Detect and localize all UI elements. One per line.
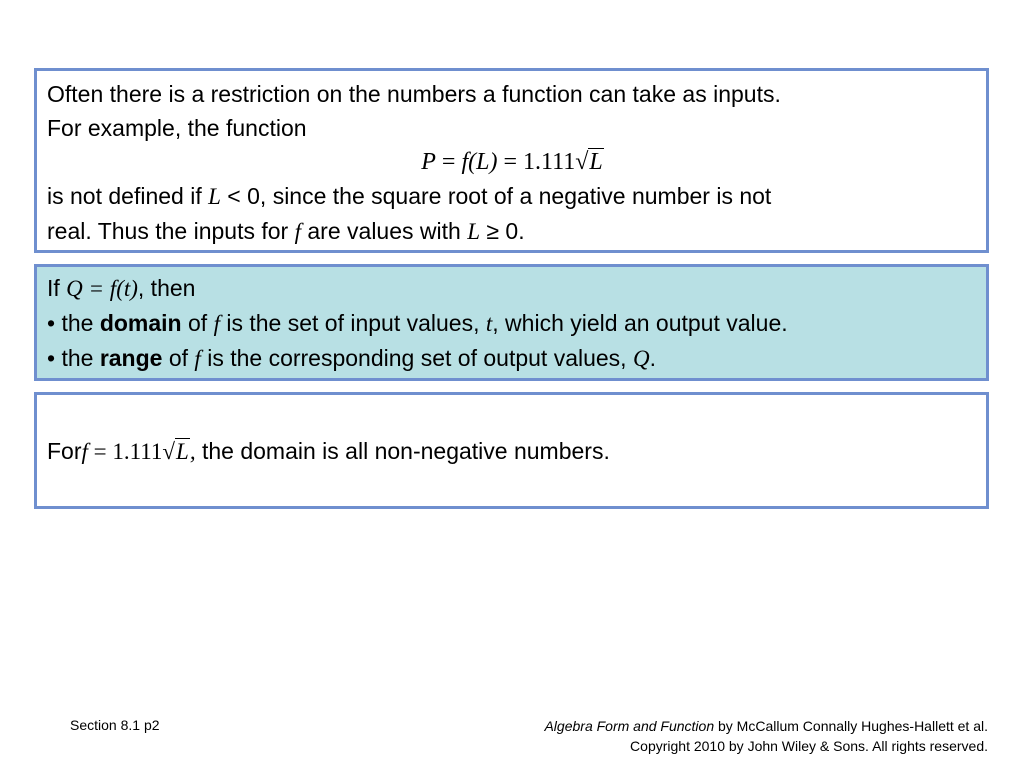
domain-definition	[47, 306, 976, 341]
domain-term: domain	[99, 310, 182, 336]
square-root-symbol	[575, 145, 604, 179]
text-segment: real. Thus the inputs for	[47, 218, 295, 244]
text-segment: • the	[47, 345, 100, 371]
domain-example-box	[34, 392, 989, 509]
equation-eq1: =	[435, 149, 462, 175]
text-segment: of	[162, 345, 195, 371]
book-title: Algebra Form and Function	[544, 718, 715, 734]
intro-text-line-2: For example, the function	[47, 115, 307, 141]
copyright-footer	[544, 716, 988, 756]
equation-coefficient: 1.111	[523, 149, 576, 175]
variable-L: L	[467, 219, 480, 244]
radicand: L	[176, 439, 189, 464]
intro-text-line-1: Often there is a restriction on the numbers a function can take as inputs.	[47, 81, 781, 107]
restriction-example-box	[34, 68, 989, 253]
definition-box	[34, 264, 989, 381]
comma: ,	[189, 439, 196, 464]
text-segment: of	[181, 310, 214, 336]
restriction-text-line-4	[47, 214, 976, 249]
restriction-text-line-3	[47, 179, 976, 214]
definition-math: Q = f(t)	[66, 276, 138, 301]
radicand: L	[589, 149, 603, 175]
range-term: range	[99, 345, 163, 371]
section-label: Section 8.1 p2	[70, 717, 160, 733]
text-segment: • the	[47, 310, 100, 336]
variable-Q: Q	[632, 346, 650, 371]
text-segment: is not defined if	[47, 183, 209, 209]
copyright-notice: Copyright 2010 by John Wiley & Sons. All rights reserved.	[630, 738, 988, 754]
text-segment: .	[649, 345, 656, 371]
variable-f: f	[213, 311, 220, 336]
text-segment: < 0, since the square root of a negative number is not	[220, 183, 772, 209]
equation-arg: (L)	[468, 149, 498, 175]
function-equation	[47, 145, 976, 179]
variable-f: f	[294, 219, 301, 244]
equals-sign: =	[87, 439, 113, 464]
variable-t: t	[485, 311, 493, 336]
authors: by McCallum Connally Hughes-Hallett et al.	[714, 718, 988, 734]
equation-eq2: =	[497, 149, 524, 175]
definition-line-1	[47, 271, 976, 306]
radical-sign: √	[575, 149, 589, 175]
text-segment: For	[47, 438, 82, 464]
text-segment: , which yield an output value.	[492, 310, 788, 336]
variable-f: f	[81, 439, 88, 464]
text-segment: is the corresponding set of output values,	[200, 345, 633, 371]
variable-L: L	[208, 184, 221, 209]
text-segment: are values with	[301, 218, 468, 244]
equation-f: f	[461, 149, 469, 175]
text-segment: ≥ 0.	[480, 218, 525, 244]
domain-example-line	[47, 434, 976, 469]
square-root-symbol	[162, 434, 189, 469]
book-credit	[544, 716, 988, 736]
equation-lhs: P	[421, 149, 436, 175]
range-definition	[47, 341, 976, 376]
text-segment: is the set of input values,	[219, 310, 486, 336]
variable-f: f	[194, 346, 201, 371]
text-segment: If	[47, 275, 67, 301]
text-segment: , then	[137, 275, 196, 301]
radical-sign: √	[162, 439, 176, 464]
text-segment: the domain is all non-negative numbers.	[195, 438, 610, 464]
coefficient: 1.111	[112, 439, 163, 464]
